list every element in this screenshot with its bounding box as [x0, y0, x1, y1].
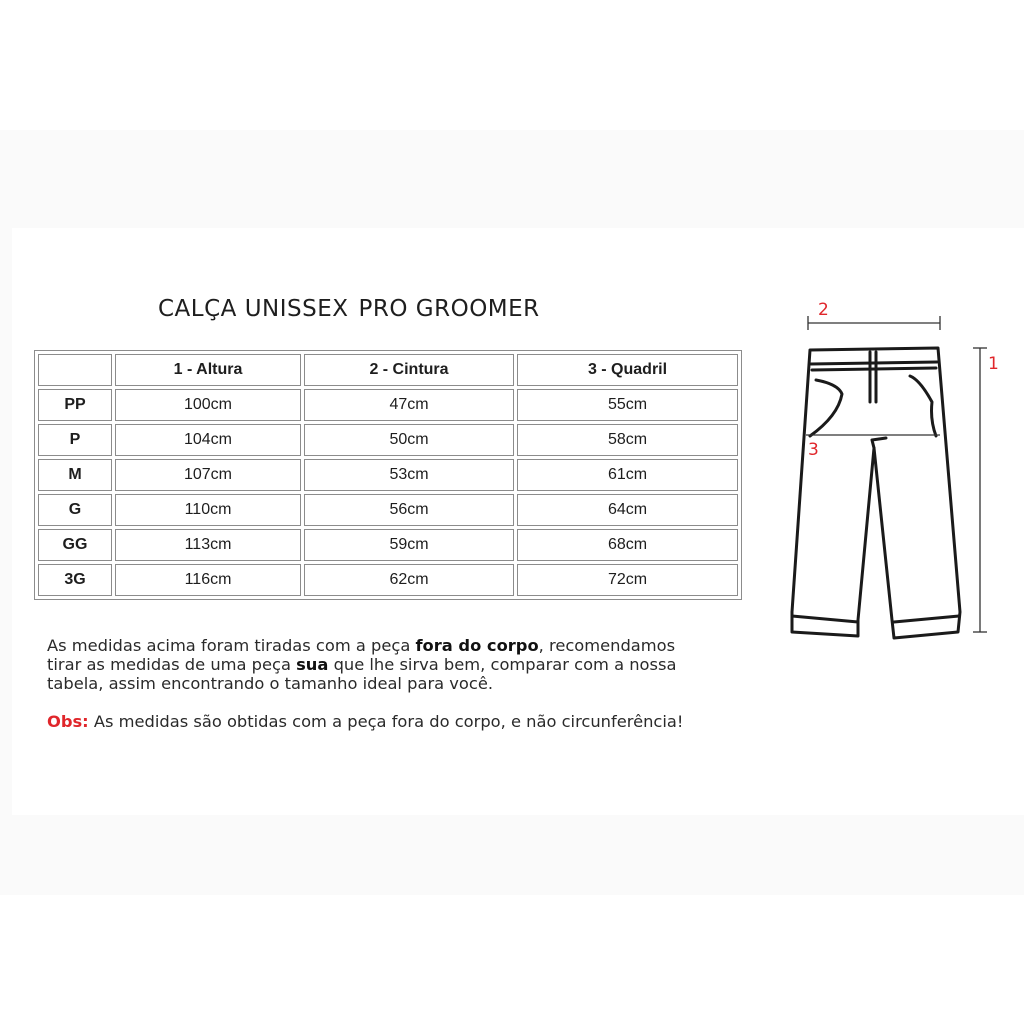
altura-cell: 113cm: [115, 529, 301, 561]
page-title: [158, 296, 540, 322]
size-cell: M: [38, 459, 112, 491]
cintura-cell: 62cm: [304, 564, 514, 596]
altura-cell: 110cm: [115, 494, 301, 526]
table-header-row: [38, 354, 738, 386]
quadril-cell: 58cm: [517, 424, 738, 456]
obs-paragraph: [47, 712, 687, 731]
quadril-cell: 55cm: [517, 389, 738, 421]
header-quadril: 3 - Quadril: [517, 354, 738, 386]
header-empty: [38, 354, 112, 386]
header-cintura: 2 - Cintura: [304, 354, 514, 386]
table-row: [38, 494, 738, 526]
table-row: [38, 459, 738, 491]
note-text: que lhe sirva bem, comparar com a nossa tabela, assim encontrando o tamanho ideal para você.: [47, 655, 677, 693]
size-cell: P: [38, 424, 112, 456]
label-2: 2: [818, 300, 829, 320]
table-row: [38, 529, 738, 561]
obs-text: As medidas são obtidas com a peça fora do corpo, e não circunferência!: [88, 712, 684, 731]
label-3: 3: [808, 440, 819, 460]
label-1: 1: [988, 354, 999, 374]
height-measure-line: [973, 348, 987, 632]
quadril-cell: 68cm: [517, 529, 738, 561]
quadril-cell: 72cm: [517, 564, 738, 596]
size-cell: PP: [38, 389, 112, 421]
cintura-cell: 50cm: [304, 424, 514, 456]
altura-cell: 100cm: [115, 389, 301, 421]
cintura-cell: 47cm: [304, 389, 514, 421]
note-emphasis-sua: sua: [296, 655, 329, 674]
quadril-cell: 64cm: [517, 494, 738, 526]
title-part-1: CALÇA UNISSEX: [158, 296, 349, 322]
pants-outline: [792, 348, 960, 638]
size-cell: GG: [38, 529, 112, 561]
cintura-cell: 59cm: [304, 529, 514, 561]
obs-label: Obs:: [47, 712, 89, 731]
pants-measurement-diagram: [770, 290, 1010, 650]
table-row: [38, 389, 738, 421]
note-emphasis-fora-do-corpo: fora do corpo: [415, 636, 539, 655]
note-paragraph: [47, 636, 687, 693]
pants-illustration: [770, 290, 1010, 650]
size-cell: G: [38, 494, 112, 526]
size-cell: 3G: [38, 564, 112, 596]
altura-cell: 107cm: [115, 459, 301, 491]
size-table: [34, 350, 742, 600]
altura-cell: 116cm: [115, 564, 301, 596]
altura-cell: 104cm: [115, 424, 301, 456]
header-altura: 1 - Altura: [115, 354, 301, 386]
quadril-cell: 61cm: [517, 459, 738, 491]
cintura-cell: 53cm: [304, 459, 514, 491]
cintura-cell: 56cm: [304, 494, 514, 526]
measurement-notes: [47, 636, 687, 731]
title-part-2: PRO GROOMER: [358, 296, 540, 322]
note-text: As medidas acima foram tiradas com a peça: [47, 636, 416, 655]
note-text: , recomendamos tirar as medidas de uma peça: [47, 636, 676, 674]
table-row: [38, 564, 738, 596]
table-row: [38, 424, 738, 456]
